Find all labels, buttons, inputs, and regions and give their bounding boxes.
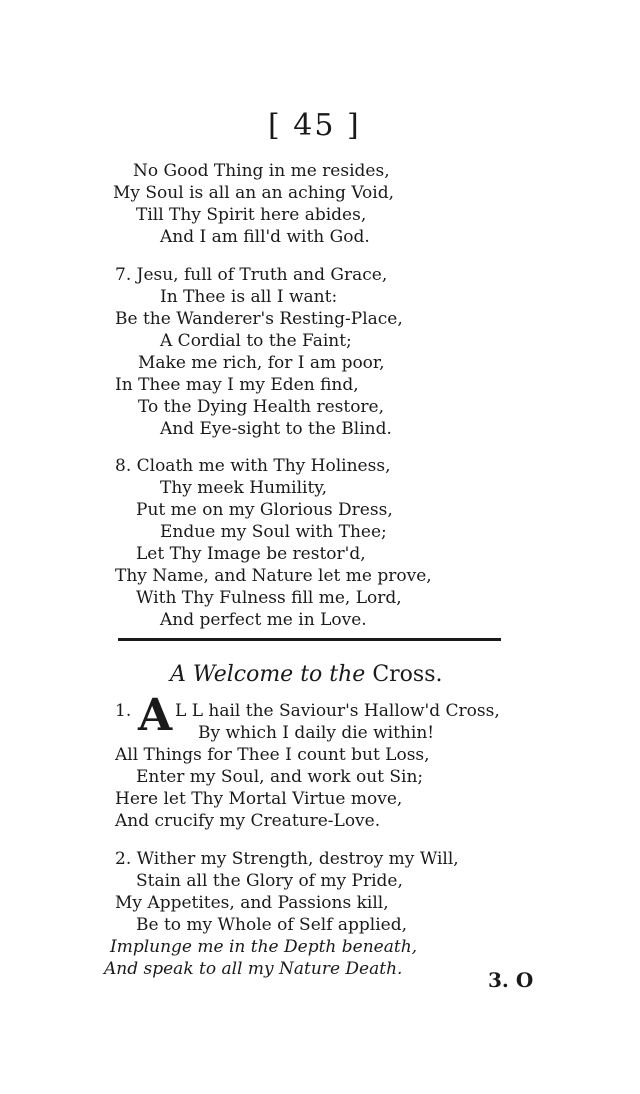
verse-line: Implunge me in the Depth beneath, <box>110 937 418 957</box>
verse-line: Till Thy Spirit here abides, <box>136 205 367 225</box>
verse-line: And crucify my Creature-Love. <box>115 811 381 831</box>
verse-line: Endue my Soul with Thee; <box>160 522 387 542</box>
verse-line: In Thee may I my Eden find, <box>115 375 359 395</box>
verse-line: My Soul is all an an aching Void, <box>113 183 394 203</box>
verse-line: Put me on my Glorious Dress, <box>136 500 393 520</box>
verse-line: 8. Cloath me with Thy Holiness, <box>115 456 391 476</box>
drop-cap: A <box>138 690 173 741</box>
verse-line: Let Thy Image be restor'd, <box>136 544 366 564</box>
verse-line: And Eye-sight to the Blind. <box>160 419 392 439</box>
verse-line: In Thee is all I want: <box>160 287 338 307</box>
verse-line: By which I daily die within! <box>198 723 435 743</box>
verse-line: No Good Thing in me resides, <box>133 161 390 181</box>
verse-line: Make me rich, for I am poor, <box>138 353 385 373</box>
verse-line: 7. Jesu, full of Truth and Grace, <box>115 265 388 285</box>
verse-line: Thy Name, and Nature let me prove, <box>115 566 432 586</box>
verse-line: Be to my Whole of Self applied, <box>136 915 408 935</box>
verse-line: 2. Wither my Strength, destroy my Will, <box>115 849 459 869</box>
hymn-title-text: A Welcome to the <box>170 662 366 687</box>
verse-line: Stain all the Glory of my Pride, <box>136 871 403 891</box>
verse-line: Here let Thy Mortal Virtue move, <box>115 789 403 809</box>
verse-line: And I am fill'd with God. <box>160 227 370 247</box>
verse-line: My Appetites, and Passions kill, <box>115 893 389 913</box>
hymn-title <box>170 662 442 687</box>
verse-line: And speak to all my Nature Death. <box>104 959 403 979</box>
verse-line: Be the Wanderer's Resting-Place, <box>115 309 403 329</box>
signature-mark: 3. O <box>488 968 534 992</box>
verse-line: L L hail the Saviour's Hallow'd Cross, <box>175 701 500 721</box>
verse-line: To the Dying Health restore, <box>138 397 385 417</box>
stanza-number: 1. <box>115 701 132 721</box>
verse-line: A Cordial to the Faint; <box>160 331 352 351</box>
verse-line: Enter my Soul, and work out Sin; <box>136 767 424 787</box>
hymn-title-emph: Cross. <box>372 662 443 687</box>
verse-line: All Things for Thee I count but Loss, <box>115 745 430 765</box>
verse-line: And perfect me in Love. <box>160 610 367 630</box>
section-divider <box>118 638 501 641</box>
verse-line: Thy meek Humility, <box>160 478 328 498</box>
page-number: [ 45 ] <box>268 108 361 143</box>
verse-line: With Thy Fulness fill me, Lord, <box>136 588 402 608</box>
